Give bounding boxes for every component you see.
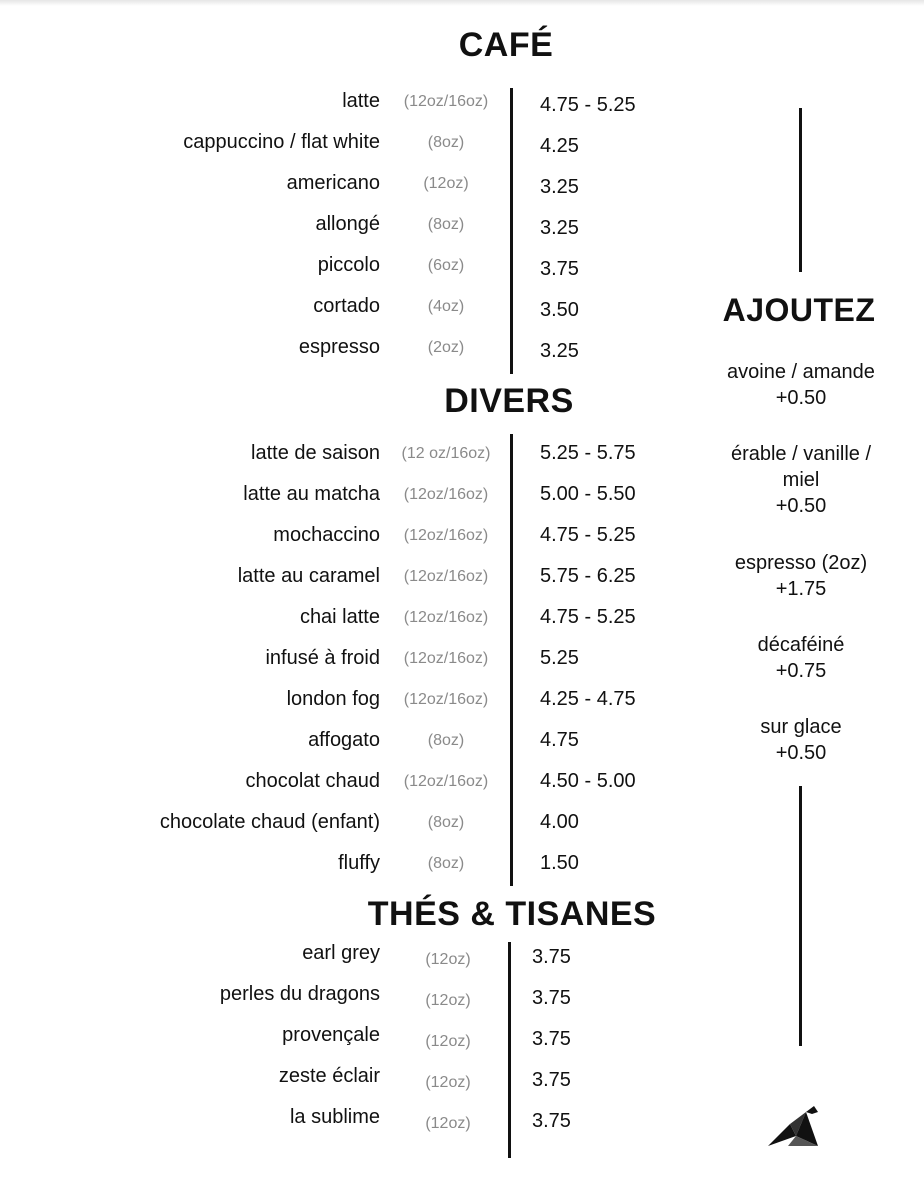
menu-item-size: (12oz/16oz) [403,527,489,544]
addon-label: érable / vanille / [730,443,872,465]
section-title-divers: DIVERS [444,382,574,420]
menu-item-size: (12oz) [425,1033,471,1050]
menu-item-size: (12oz) [425,1074,471,1091]
menu-item-size: (6oz) [427,257,465,274]
menu-item-name: espresso [298,336,380,358]
menu-item-price: 3.75 [532,1028,571,1050]
menu-item-size: (8oz) [427,732,465,749]
menu-item-size: (12oz/16oz) [403,691,489,708]
menu-item-size: (12oz) [425,992,471,1009]
menu-item-size: (12oz/16oz) [403,609,489,626]
menu-item-name: chai latte [299,606,380,628]
menu-item-name: mochaccino [273,524,380,546]
menu-item-price: 4.50 - 5.00 [540,770,636,792]
menu-item-name: americano [286,172,380,194]
menu-item-price: 3.75 [532,1069,571,1091]
menu-item-size: (12oz/16oz) [403,93,489,110]
divider-thes [508,942,511,1158]
menu-item-name: chocolate chaud (enfant) [159,811,380,833]
menu-item-price: 4.00 [540,811,579,833]
menu-item-size: (8oz) [427,855,465,872]
menu-item-name: cortado [313,295,380,317]
addon-label: sur glace [760,716,842,738]
divider-cafe [510,88,513,374]
section-title-thes: THÉS & TISANES [367,895,657,933]
menu-item-name: latte au caramel [237,565,380,587]
menu-item-price: 4.25 - 4.75 [540,688,636,710]
menu-item-name: infusé à froid [265,647,380,669]
menu-item-name: cappuccino / flat white [183,131,380,153]
addon-price: +1.75 [775,578,827,600]
menu-item-size: (12oz/16oz) [403,486,489,503]
addon-label: décaféiné [757,634,845,656]
menu-item-name: piccolo [317,254,380,276]
menu-item-price: 3.75 [532,987,571,1009]
menu-item-name: perles du dragons [219,983,380,1005]
menu-item-name: earl grey [302,942,380,964]
menu-item-price: 4.75 - 5.25 [540,524,636,546]
menu-item-name: affogato [308,729,380,751]
menu-item-price: 5.25 - 5.75 [540,442,636,464]
menu-item-size: (12oz) [423,175,469,192]
menu-item-name: fluffy [338,852,380,874]
menu-item-price: 4.75 [540,729,579,751]
menu-item-price: 5.25 [540,647,579,669]
addon-price: +0.50 [775,387,827,409]
menu-item-price: 3.25 [540,340,579,362]
menu-item-price: 3.25 [540,217,579,239]
bird-logo-icon [766,1102,824,1152]
menu-item-price: 3.75 [532,1110,571,1132]
menu-item-name: provençale [282,1024,380,1046]
menu-item-name: la sublime [289,1106,380,1128]
menu-item-price: 5.00 - 5.50 [540,483,636,505]
menu-item-name: latte au matcha [243,483,380,505]
menu-item-name: allongé [315,213,380,235]
divider-addons-bottom [799,786,802,1046]
menu-item-size: (8oz) [427,814,465,831]
addon-price: +0.50 [775,495,827,517]
menu-item-size: (12oz/16oz) [403,650,489,667]
addon-price: +0.75 [775,660,827,682]
section-title-cafe: CAFÉ [458,26,554,64]
menu-item-price: 1.50 [540,852,579,874]
menu-item-size: (2oz) [427,339,465,356]
menu-item-price: 3.25 [540,176,579,198]
addons-title: AJOUTEZ [722,292,876,328]
addon-label: miel [782,469,820,491]
addon-price: +0.50 [775,742,827,764]
menu-item-name: chocolat chaud [245,770,380,792]
menu-item-price: 4.25 [540,135,579,157]
menu-item-size: (8oz) [427,134,465,151]
divider-divers [510,434,513,886]
menu-item-price: 3.50 [540,299,579,321]
menu-item-price: 4.75 - 5.25 [540,94,636,116]
menu-item-price: 5.75 - 6.25 [540,565,636,587]
menu-item-name: latte [342,90,380,112]
menu-item-size: (12oz/16oz) [403,773,489,790]
menu-item-size: (12oz) [425,951,471,968]
divider-addons-top [799,108,802,272]
addon-label: avoine / amande [727,361,875,383]
menu-item-size: (12oz) [425,1115,471,1132]
menu-item-price: 3.75 [540,258,579,280]
top-shadow [0,0,924,6]
addon-label: espresso (2oz) [734,552,868,574]
menu-item-name: zeste éclair [278,1065,380,1087]
menu-item-price: 4.75 - 5.25 [540,606,636,628]
menu-item-size: (12 oz/16oz) [401,445,491,462]
menu-item-name: latte de saison [251,442,380,464]
menu-item-price: 3.75 [532,946,571,968]
menu-item-size: (4oz) [427,298,465,315]
menu-item-size: (12oz/16oz) [403,568,489,585]
menu-item-name: london fog [286,688,380,710]
menu-item-size: (8oz) [427,216,465,233]
